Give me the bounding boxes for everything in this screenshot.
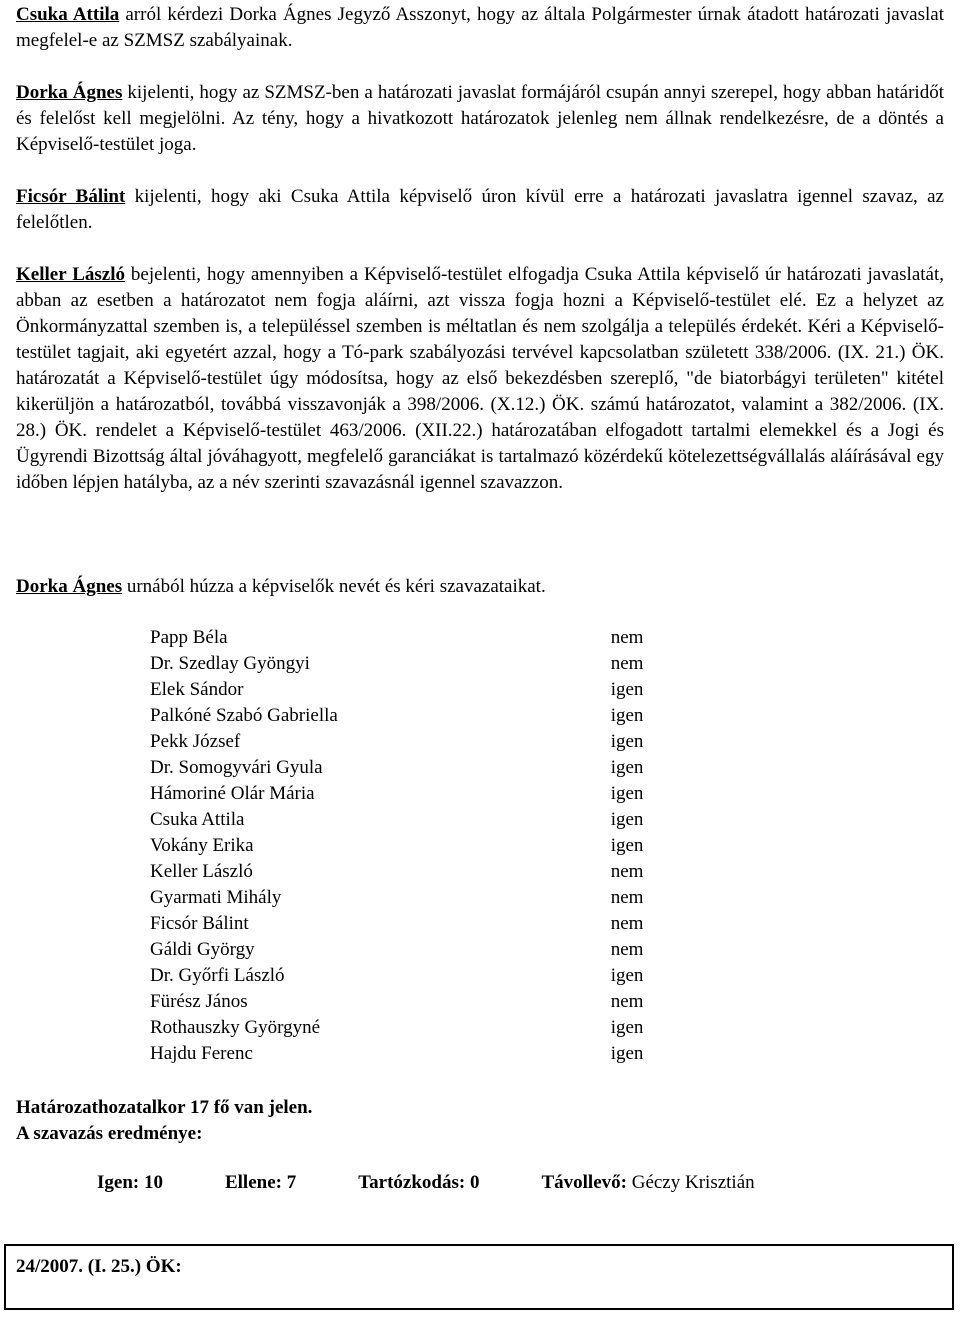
- vote-value: igen: [610, 1017, 644, 1038]
- voter-name: Papp Béla: [150, 627, 228, 648]
- voter-name: Vokány Erika: [150, 835, 254, 856]
- speaker-name: Dorka Ágnes: [16, 576, 123, 597]
- vote-value: nem: [610, 913, 644, 934]
- vote-value: igen: [610, 835, 644, 856]
- resolution-box: [4, 1244, 954, 1310]
- voter-name: Gyarmati Mihály: [150, 887, 282, 908]
- no-count: [225, 1170, 296, 1196]
- roll-call-vote-list: [150, 625, 670, 1067]
- paragraph-csuka-question: [16, 2, 944, 54]
- voter-name: Dr. Szedlay Gyöngyi: [150, 653, 310, 674]
- voter-name: Rothauszky Györgyné: [150, 1017, 321, 1038]
- voter-name: Ficsór Bálint: [150, 913, 249, 934]
- vote-value: igen: [610, 965, 644, 986]
- vote-value: igen: [610, 783, 644, 804]
- result-heading: A szavazás eredménye:: [16, 1123, 203, 1144]
- speaker-name: Keller László: [16, 264, 125, 285]
- yes-count: [97, 1170, 163, 1196]
- vote-value: nem: [610, 861, 644, 882]
- speaker-name: Ficsór Bálint: [16, 186, 126, 207]
- voter-name: Hajdu Ferenc: [150, 1043, 253, 1064]
- vote-row: [150, 833, 670, 859]
- absent-name: Géczy Krisztián: [626, 1172, 755, 1193]
- voter-name: Keller László: [150, 861, 253, 882]
- no-count-label: Ellene: 7: [224, 1172, 297, 1193]
- vote-value: igen: [610, 679, 644, 700]
- voter-name: Pekk József: [150, 731, 241, 752]
- vote-result-line: [97, 1170, 957, 1196]
- vote-row: [150, 911, 670, 937]
- resolution-number: 24/2007. (I. 25.) ÖK:: [16, 1256, 182, 1277]
- abstain-count-label: Tartózkodás: 0: [358, 1172, 480, 1193]
- abstain-count: [358, 1170, 479, 1196]
- paragraph-ficsor-statement: [16, 184, 944, 236]
- voter-name: Dr. Somogyvári Gyula: [150, 757, 323, 778]
- vote-row: [150, 729, 670, 755]
- paragraph-text: kijelenti, hogy aki Csuka Attila képviselő úron kívül erre a határozati javaslatra igennel szavaz, az felelőtlen.: [16, 186, 944, 233]
- vote-row: [150, 859, 670, 885]
- vote-row: [150, 625, 670, 651]
- speaker-name: Csuka Attila: [16, 4, 120, 25]
- paragraph-text: bejelenti, hogy amennyiben a Képviselő-testület elfogadja Csuka Attila képviselő úr határozati javaslatát, abban az esetben a határozatot nem fogja aláírni, azt vissza fogja hozni a Képviselő-testület elé. Ez a helyzet az Önkormányzattal szemben is, a településsel szemben is méltatlan és nem szolgálja a település érdekét. Kéri a Képviselő-testület tagjait, aki egyetért azzal, hogy a Tó-park szabályozási tervével kapcsolatban született 338/2006. (IX. 21.) ÖK. határozatát a Képviselő-testület úgy módosítsa, hogy az első bekezdésben szereplő, "de biatorbágyi területen" kitétel kikerüljön a határozatból, továbbá visszavonják a 398/2006. (X.12.) ÖK. számú határozatot, valamint a 382/2006. (IX. 28.) ÖK. rendelet a Képviselő-testület 463/2006. (XII.22.) határozatában elfogadott tartalmi elemekkel és a Jogi és Ügyrendi Bizottság által jóváhagyott, megfelelő garanciákat is tartalmazó közérdekű kötelezettségvállalás aláírásával egy időben lépjen hatályba, az a név szerinti szavazásnál igennel szavazzon.: [16, 264, 944, 493]
- paragraph-keller-announcement: [16, 262, 944, 496]
- paragraph-text: kijelenti, hogy az SZMSZ-ben a határozati javaslat formájáról csupán annyi szerepel, hogy abban határidőt és felelőst kell megjelölni. Az tény, hogy a hivatkozott határozatok jelenleg nem állnak rendelkezésre, de a döntés a Képviselő-testület joga.: [16, 82, 944, 155]
- paragraph-dorka-answer: [16, 80, 944, 158]
- vote-value: nem: [610, 627, 644, 648]
- vote-row: [150, 963, 670, 989]
- yes-count-label: Igen: 10: [97, 1172, 163, 1193]
- voter-name: Fürész János: [150, 991, 248, 1012]
- paragraph-dorka-draw: [16, 574, 944, 600]
- vote-row: [150, 807, 670, 833]
- voter-name: Elek Sándor: [150, 679, 244, 700]
- vote-value: nem: [610, 991, 644, 1012]
- vote-value: nem: [610, 653, 644, 674]
- speaker-name: Dorka Ágnes: [16, 82, 123, 103]
- vote-row: [150, 937, 670, 963]
- vote-value: igen: [610, 1043, 644, 1064]
- voter-name: Dr. Győrfi László: [150, 965, 285, 986]
- vote-value: igen: [610, 757, 644, 778]
- vote-value: igen: [610, 731, 644, 752]
- voter-name: Csuka Attila: [150, 809, 245, 830]
- vote-value: igen: [610, 809, 644, 830]
- vote-summary: [16, 1095, 616, 1147]
- quorum-text: Határozathozatalkor 17 fő van jelen.: [16, 1097, 313, 1118]
- vote-row: [150, 703, 670, 729]
- voter-name: Hámoriné Olár Mária: [150, 783, 315, 804]
- vote-value: igen: [610, 705, 644, 726]
- paragraph-text: urnából húzza a képviselők nevét és kéri szavazataikat.: [122, 576, 546, 597]
- vote-row: [150, 651, 670, 677]
- vote-value: nem: [610, 939, 644, 960]
- vote-row: [150, 989, 670, 1015]
- absent-label: Távollevő:: [541, 1172, 627, 1193]
- vote-row: [150, 1015, 670, 1041]
- absent-member: [541, 1170, 754, 1196]
- vote-value: nem: [610, 887, 644, 908]
- vote-row: [150, 755, 670, 781]
- vote-row: [150, 781, 670, 807]
- voter-name: Palkóné Szabó Gabriella: [150, 705, 338, 726]
- paragraph-text: arról kérdezi Dorka Ágnes Jegyző Asszonyt, hogy az általa Polgármester úrnak átadott határozati javaslat megfelel-e az SZMSZ szabályainak.: [16, 4, 944, 51]
- vote-row: [150, 885, 670, 911]
- voter-name: Gáldi György: [150, 939, 255, 960]
- vote-row: [150, 1041, 670, 1067]
- vote-row: [150, 677, 670, 703]
